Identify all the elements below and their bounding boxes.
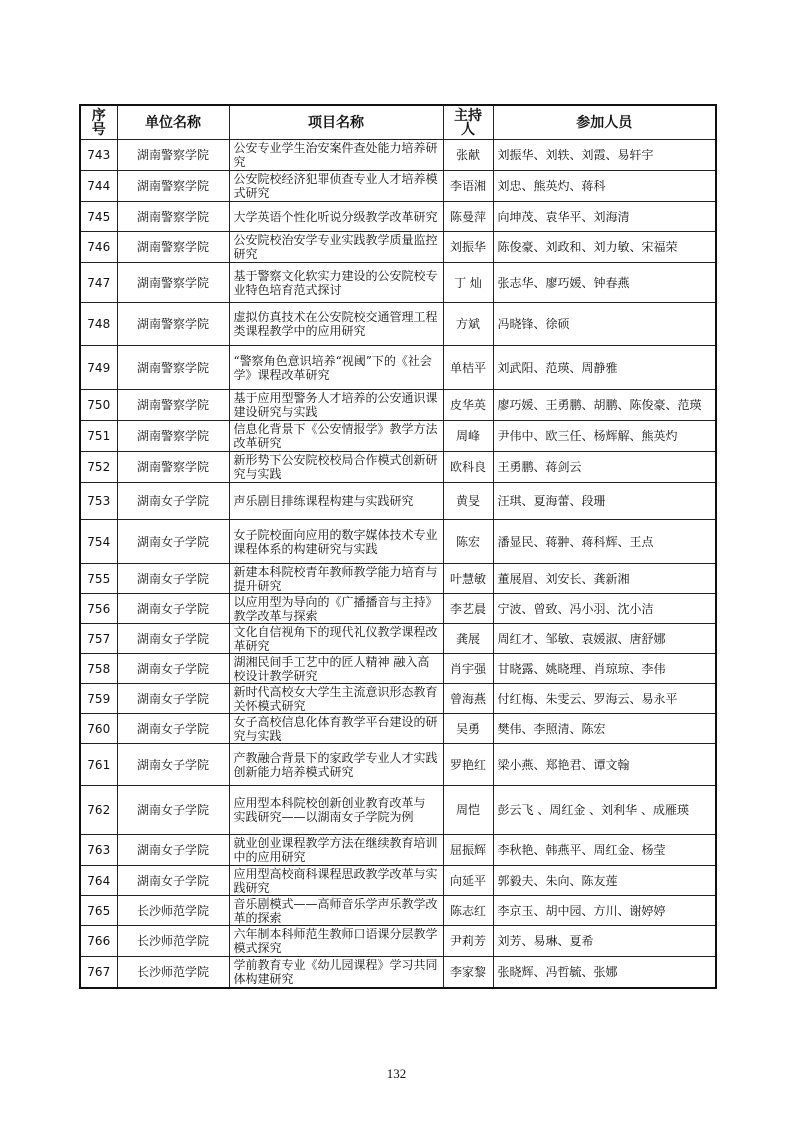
- cell-seq: 762: [80, 786, 117, 835]
- cell-leader: 龚展: [443, 624, 493, 654]
- cell-members: 付红梅、朱雯云、罗海云、易永平: [493, 684, 716, 714]
- cell-seq: 760: [80, 714, 117, 744]
- cell-seq: 745: [80, 202, 117, 232]
- table-row: [80, 452, 716, 483]
- cell-project: 音乐剧模式——高师音乐学声乐教学改革的探索: [229, 896, 443, 926]
- cell-unit: 湖南警察学院: [117, 263, 229, 303]
- table-body: [80, 140, 716, 988]
- cell-unit: 湖南女子学院: [117, 835, 229, 866]
- cell-leader: 陈宏: [443, 520, 493, 564]
- cell-members: 刘振华、刘轶、刘霞、易轩宇: [493, 140, 716, 171]
- cell-leader: 叶慧敏: [443, 564, 493, 594]
- cell-seq: 759: [80, 684, 117, 714]
- table-row: [80, 303, 716, 346]
- cell-unit: 湖南警察学院: [117, 140, 229, 171]
- cell-members: 樊伟、李照清、陈宏: [493, 714, 716, 744]
- cell-unit: 湖南警察学院: [117, 232, 229, 263]
- cell-leader: 周恺: [443, 786, 493, 835]
- cell-project: 女子高校信息化体育教学平台建设的研究与实践: [229, 714, 443, 744]
- cell-project: 以应用型为导向的《广播播音与主持》教学改革与探索: [229, 594, 443, 624]
- cell-leader: 向延平: [443, 866, 493, 896]
- cell-unit: 湖南女子学院: [117, 714, 229, 744]
- table-row: [80, 232, 716, 263]
- cell-project: 声乐剧目排练课程构建与实践研究: [229, 483, 443, 520]
- cell-project: 学前教育专业《幼儿园课程》学习共同体构建研究: [229, 957, 443, 988]
- header-seq: 序号: [80, 105, 117, 140]
- cell-unit: 湖南女子学院: [117, 594, 229, 624]
- table-row: [80, 957, 716, 988]
- header-unit: 单位名称: [117, 105, 229, 140]
- table-row: [80, 684, 716, 714]
- cell-project: 信息化背景下《公安情报学》教学方法改革研究: [229, 421, 443, 452]
- cell-unit: 湖南女子学院: [117, 654, 229, 684]
- cell-seq: 743: [80, 140, 117, 171]
- project-table: [79, 104, 717, 989]
- cell-members: 梁小燕、郑艳君、谭文翰: [493, 744, 716, 786]
- cell-unit: 长沙师范学院: [117, 896, 229, 926]
- table-row: [80, 624, 716, 654]
- table-row: [80, 594, 716, 624]
- cell-leader: 罗艳红: [443, 744, 493, 786]
- cell-leader: 丁 灿: [443, 263, 493, 303]
- cell-seq: 766: [80, 926, 117, 957]
- cell-leader: 尹莉芳: [443, 926, 493, 957]
- cell-members: 郭毅夫、朱向、陈友莲: [493, 866, 716, 896]
- table-row: [80, 140, 716, 171]
- cell-seq: 767: [80, 957, 117, 988]
- table-row: [80, 786, 716, 835]
- table-row: [80, 744, 716, 786]
- cell-members: 宁波、曾致、冯小羽、沈小洁: [493, 594, 716, 624]
- cell-unit: 湖南女子学院: [117, 483, 229, 520]
- table-row: [80, 520, 716, 564]
- cell-project: “警察角色意识培养“视阈”下的《社会学》课程改革研究: [229, 346, 443, 390]
- cell-project: 基于警察文化软实力建设的公安院校专业特色培育范式探讨: [229, 263, 443, 303]
- cell-project: 大学英语个性化听说分级教学改革研究: [229, 202, 443, 232]
- table-row: [80, 202, 716, 232]
- cell-members: 甘晓露、姚晓理、肖琼琼、李伟: [493, 654, 716, 684]
- cell-unit: 湖南警察学院: [117, 421, 229, 452]
- cell-seq: 750: [80, 390, 117, 421]
- cell-unit: 湖南女子学院: [117, 866, 229, 896]
- cell-seq: 749: [80, 346, 117, 390]
- cell-project: 六年制本科师范生教师口语课分层教学模式探究: [229, 926, 443, 957]
- cell-unit: 湖南女子学院: [117, 624, 229, 654]
- cell-leader: 欧科良: [443, 452, 493, 483]
- cell-unit: 长沙师范学院: [117, 957, 229, 988]
- page-number: 132: [386, 1066, 407, 1081]
- table-row: [80, 483, 716, 520]
- cell-project: 应用型本科院校创新创业教育改革与 实践研究——以湖南女子学院为例: [229, 786, 443, 835]
- cell-members: 陈俊豪、刘政和、刘力敏、宋福荣: [493, 232, 716, 263]
- cell-seq: 764: [80, 866, 117, 896]
- table-row: [80, 714, 716, 744]
- cell-leader: 单桔平: [443, 346, 493, 390]
- cell-unit: 湖南女子学院: [117, 786, 229, 835]
- cell-project: 公安专业学生治安案件查处能力培养研究: [229, 140, 443, 171]
- cell-seq: 744: [80, 171, 117, 202]
- table-row: [80, 896, 716, 926]
- cell-project: 新时代高校女大学生主流意识形态教育关怀模式研究: [229, 684, 443, 714]
- cell-members: 刘芳、易琳、夏希: [493, 926, 716, 957]
- table-row: [80, 263, 716, 303]
- table-row: [80, 866, 716, 896]
- cell-members: 廖巧媛、王勇鹏、胡鹏、陈俊豪、范瑛: [493, 390, 716, 421]
- cell-members: 李秋艳、韩燕平、周红金、杨莹: [493, 835, 716, 866]
- cell-seq: 748: [80, 303, 117, 346]
- table-row: [80, 390, 716, 421]
- cell-project: 虚拟仿真技术在公安院校交通管理工程类课程教学中的应用研究: [229, 303, 443, 346]
- cell-unit: 湖南警察学院: [117, 202, 229, 232]
- cell-leader: 肖宇强: [443, 654, 493, 684]
- cell-leader: 周峰: [443, 421, 493, 452]
- cell-members: 周红才、邹敏、袁媛淑、唐舒娜: [493, 624, 716, 654]
- cell-unit: 湖南女子学院: [117, 744, 229, 786]
- cell-members: 刘忠、熊英灼、蒋科: [493, 171, 716, 202]
- cell-project: 公安院校经济犯罪侦查专业人才培养模式研究: [229, 171, 443, 202]
- cell-project: 公安院校治安学专业实践教学质量监控研究: [229, 232, 443, 263]
- cell-leader: 李语湘: [443, 171, 493, 202]
- table-row: [80, 835, 716, 866]
- cell-members: 张志华、廖巧媛、钟春燕: [493, 263, 716, 303]
- cell-seq: 763: [80, 835, 117, 866]
- cell-project: 就业创业课程教学方法在继续教育培训中的应用研究: [229, 835, 443, 866]
- table-row: [80, 171, 716, 202]
- cell-leader: 陈曼萍: [443, 202, 493, 232]
- table-row: [80, 421, 716, 452]
- header-leader: 主持人: [443, 105, 493, 140]
- cell-members: 汪琪、夏海蕾、段珊: [493, 483, 716, 520]
- cell-project: 女子院校面向应用的数字媒体技术专业课程体系的构建研究与实践: [229, 520, 443, 564]
- table-row: [80, 346, 716, 390]
- cell-leader: 陈志红: [443, 896, 493, 926]
- cell-seq: 755: [80, 564, 117, 594]
- cell-project: 产教融合背景下的家政学专业人才实践创新能力培养模式研究: [229, 744, 443, 786]
- cell-members: 潘显民、蒋翀、蒋科辉、王点: [493, 520, 716, 564]
- cell-members: 张晓辉、冯哲毓、张娜: [493, 957, 716, 988]
- cell-members: 彭云飞 、周红金 、刘利华 、成雁瑛: [493, 786, 716, 835]
- cell-leader: 刘振华: [443, 232, 493, 263]
- cell-members: 尹伟中、欧三任、杨辉解、熊英灼: [493, 421, 716, 452]
- cell-seq: 751: [80, 421, 117, 452]
- cell-seq: 753: [80, 483, 117, 520]
- cell-unit: 湖南女子学院: [117, 520, 229, 564]
- cell-seq: 746: [80, 232, 117, 263]
- cell-unit: 湖南警察学院: [117, 171, 229, 202]
- cell-seq: 765: [80, 896, 117, 926]
- cell-seq: 758: [80, 654, 117, 684]
- cell-members: 李京玉、胡中园、方川、谢婷婷: [493, 896, 716, 926]
- cell-unit: 湖南警察学院: [117, 390, 229, 421]
- header-members: 参加人员: [493, 105, 716, 140]
- cell-leader: 黄旻: [443, 483, 493, 520]
- cell-leader: 李艺晨: [443, 594, 493, 624]
- table-header-row: [80, 105, 716, 140]
- table-row: [80, 564, 716, 594]
- cell-project: 基于应用型警务人才培养的公安通识课建设研究与实践: [229, 390, 443, 421]
- cell-unit: 湖南女子学院: [117, 564, 229, 594]
- cell-leader: 曾海燕: [443, 684, 493, 714]
- cell-project: 新形势下公安院校校局合作模式创新研究与实践: [229, 452, 443, 483]
- table-row: [80, 926, 716, 957]
- cell-leader: 张献: [443, 140, 493, 171]
- cell-project: 湖湘民间手工艺中的匠人精神 融入高校设计教学研究: [229, 654, 443, 684]
- table-row: [80, 654, 716, 684]
- header-project: 项目名称: [229, 105, 443, 140]
- cell-leader: 皮华英: [443, 390, 493, 421]
- cell-unit: 湖南警察学院: [117, 452, 229, 483]
- cell-members: 王勇鹏、蒋剑云: [493, 452, 716, 483]
- cell-seq: 757: [80, 624, 117, 654]
- cell-leader: 屈振辉: [443, 835, 493, 866]
- cell-unit: 湖南警察学院: [117, 303, 229, 346]
- document-sheet: [79, 104, 715, 989]
- cell-members: 冯晓锋、徐硕: [493, 303, 716, 346]
- cell-leader: 李家黎: [443, 957, 493, 988]
- cell-project: 新建本科院校青年教师教学能力培育与提升研究: [229, 564, 443, 594]
- cell-seq: 756: [80, 594, 117, 624]
- cell-members: 刘武阳、范瑛、周静雅: [493, 346, 716, 390]
- cell-seq: 747: [80, 263, 117, 303]
- cell-seq: 752: [80, 452, 117, 483]
- cell-seq: 761: [80, 744, 117, 786]
- cell-project: 应用型高校商科课程思政教学改革与实践研究: [229, 866, 443, 896]
- cell-members: 董展眉、刘安长、龚新湘: [493, 564, 716, 594]
- cell-leader: 吴勇: [443, 714, 493, 744]
- cell-unit: 长沙师范学院: [117, 926, 229, 957]
- cell-unit: 湖南警察学院: [117, 346, 229, 390]
- cell-unit: 湖南女子学院: [117, 684, 229, 714]
- cell-project: 文化自信视角下的现代礼仪教学课程改革研究: [229, 624, 443, 654]
- cell-seq: 754: [80, 520, 117, 564]
- cell-leader: 方斌: [443, 303, 493, 346]
- cell-members: 向坤茂、袁华平、刘海清: [493, 202, 716, 232]
